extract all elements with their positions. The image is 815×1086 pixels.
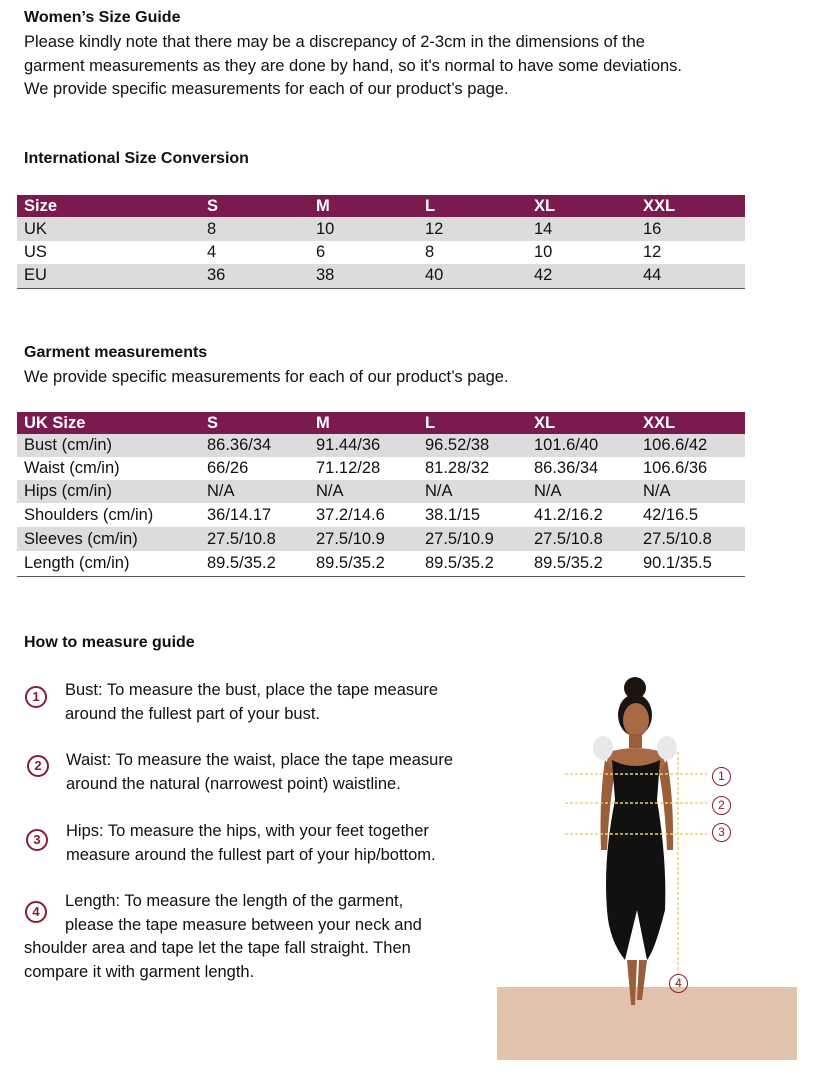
cell: 81.28/32 (425, 459, 490, 477)
table-row (17, 503, 745, 527)
cell: 38.1/15 (425, 505, 481, 524)
intro-line: garment measurements as they are done by hand, so it's normal to have some deviations. (24, 56, 683, 75)
cell: 16 (636, 217, 745, 241)
cell: 101.6/40 (527, 434, 636, 457)
intro-text (24, 31, 682, 102)
cell: 14 (527, 217, 636, 241)
cell: 37.2/14.6 (316, 505, 385, 524)
step-line: compare it with garment length. (24, 963, 255, 981)
step-number-badge: 4 (25, 901, 47, 923)
intro-line: We provide specific measurements for each of our product’s page. (24, 80, 509, 98)
figure-marker-waist: 2 (712, 796, 731, 815)
cell: N/A (200, 480, 309, 503)
guide-step-waist (66, 748, 453, 796)
garment-subtitle: We provide specific measurements for each of our product’s page. (24, 368, 509, 386)
cell: 27.5/10.9 (418, 527, 527, 551)
cell: 27.5/10.9 (309, 527, 418, 551)
step-line: measure around the fullest part of your hip/bottom. (66, 846, 436, 864)
cell: 89.5/35.2 (425, 553, 494, 572)
header-cell: UK Size (17, 412, 200, 434)
cell: US (24, 243, 47, 261)
table-row (17, 434, 745, 457)
size-conversion-table (17, 195, 745, 289)
figure-marker-length: 4 (669, 974, 688, 993)
figure-marker-bust: 1 (712, 767, 731, 786)
table-row (17, 217, 745, 241)
cell: Sleeves (cm/in) (17, 527, 200, 551)
cell: N/A (418, 480, 527, 503)
header-cell: L (418, 195, 527, 217)
cell: 42/16.5 (643, 505, 699, 524)
cell: 89.5/35.2 (534, 553, 603, 572)
floor-background (497, 987, 797, 1060)
cell: UK (17, 217, 200, 241)
cell: 10 (534, 243, 553, 261)
header-cell: M (309, 195, 418, 217)
header-cell: XXL (636, 412, 745, 434)
header-cell: XL (527, 412, 636, 434)
cell: 27.5/10.8 (527, 527, 636, 551)
cell: 44 (636, 264, 745, 288)
header-cell: Size (17, 195, 200, 217)
cell: 89.5/35.2 (316, 553, 385, 572)
header-cell: M (309, 412, 418, 434)
cell: 36 (200, 264, 309, 288)
table-header-row (17, 195, 745, 217)
cell: 66/26 (207, 459, 249, 477)
cell: N/A (309, 480, 418, 503)
cell: 6 (316, 243, 326, 261)
table-row (17, 264, 745, 288)
table-row (17, 527, 745, 551)
garment-measurements-table (17, 412, 745, 577)
table-row (17, 480, 745, 503)
cell: 12 (643, 243, 662, 261)
header-cell: S (200, 412, 309, 434)
step-number-badge: 1 (25, 686, 47, 708)
step-number-badge: 3 (26, 829, 48, 851)
cell: 27.5/10.8 (636, 527, 745, 551)
step-line: Waist: To measure the waist, place the tape measure (66, 751, 454, 769)
header-cell: XXL (636, 195, 745, 217)
cell: 106.6/42 (636, 434, 745, 457)
header-cell: S (200, 195, 309, 217)
cell: Bust (cm/in) (17, 434, 200, 457)
step-line: Bust: To measure the bust, place the tape measure (65, 681, 438, 699)
header-cell: XL (527, 195, 636, 217)
cell: 8 (425, 243, 435, 261)
cell: 8 (200, 217, 309, 241)
step-line: around the fullest part of your bust. (65, 705, 320, 723)
guide-step-hips (66, 819, 436, 867)
garment-title: Garment measurements (24, 344, 208, 361)
cell: 90.1/35.5 (643, 553, 712, 572)
cell: N/A (527, 480, 636, 503)
cell: 36/14.17 (207, 505, 272, 524)
cell: Length (cm/in) (24, 553, 130, 572)
table-row (17, 551, 745, 576)
cell: EU (17, 264, 200, 288)
table-row (17, 457, 745, 480)
model-illustration (497, 660, 797, 1060)
cell: Waist (cm/in) (24, 459, 120, 477)
step-number-badge: 2 (27, 755, 49, 777)
step-line: Length: To measure the length of the garment, (65, 892, 404, 910)
cell: 96.52/38 (418, 434, 527, 457)
measurement-figure (497, 660, 797, 1060)
table-header-row (17, 412, 745, 434)
guide-step-bust (65, 678, 438, 726)
page-title: Women’s Size Guide (24, 9, 181, 26)
step-line: please the tape measure between your neck and (65, 916, 422, 934)
cell: 86.36/34 (534, 459, 599, 477)
cell: 89.5/35.2 (207, 553, 276, 572)
cell: 91.44/36 (309, 434, 418, 457)
cell: 106.6/36 (643, 459, 708, 477)
intro-line: Please kindly note that there may be a discrepancy of 2-3cm in the dimensions of the (24, 33, 645, 51)
guide-title: How to measure guide (24, 634, 195, 651)
cell: 40 (418, 264, 527, 288)
conversion-title: International Size Conversion (24, 150, 249, 167)
cell: 86.36/34 (200, 434, 309, 457)
cell: 41.2/16.2 (534, 505, 603, 524)
cell: 10 (309, 217, 418, 241)
header-cell: L (418, 412, 527, 434)
cell: 71.12/28 (316, 459, 381, 477)
step-line: Hips: To measure the hips, with your feet together (66, 822, 429, 840)
cell: 42 (527, 264, 636, 288)
cell: Shoulders (cm/in) (24, 505, 154, 524)
cell: 4 (207, 243, 217, 261)
table-row (17, 241, 745, 264)
cell: 27.5/10.8 (200, 527, 309, 551)
cell: 38 (309, 264, 418, 288)
cell: Hips (cm/in) (17, 480, 200, 503)
cell: 12 (418, 217, 527, 241)
figure-marker-hips: 3 (712, 823, 731, 842)
step-line: shoulder area and tape let the tape fall straight. Then (24, 939, 411, 957)
cell: N/A (636, 480, 745, 503)
step-line: around the natural (narrowest point) waistline. (66, 775, 401, 793)
